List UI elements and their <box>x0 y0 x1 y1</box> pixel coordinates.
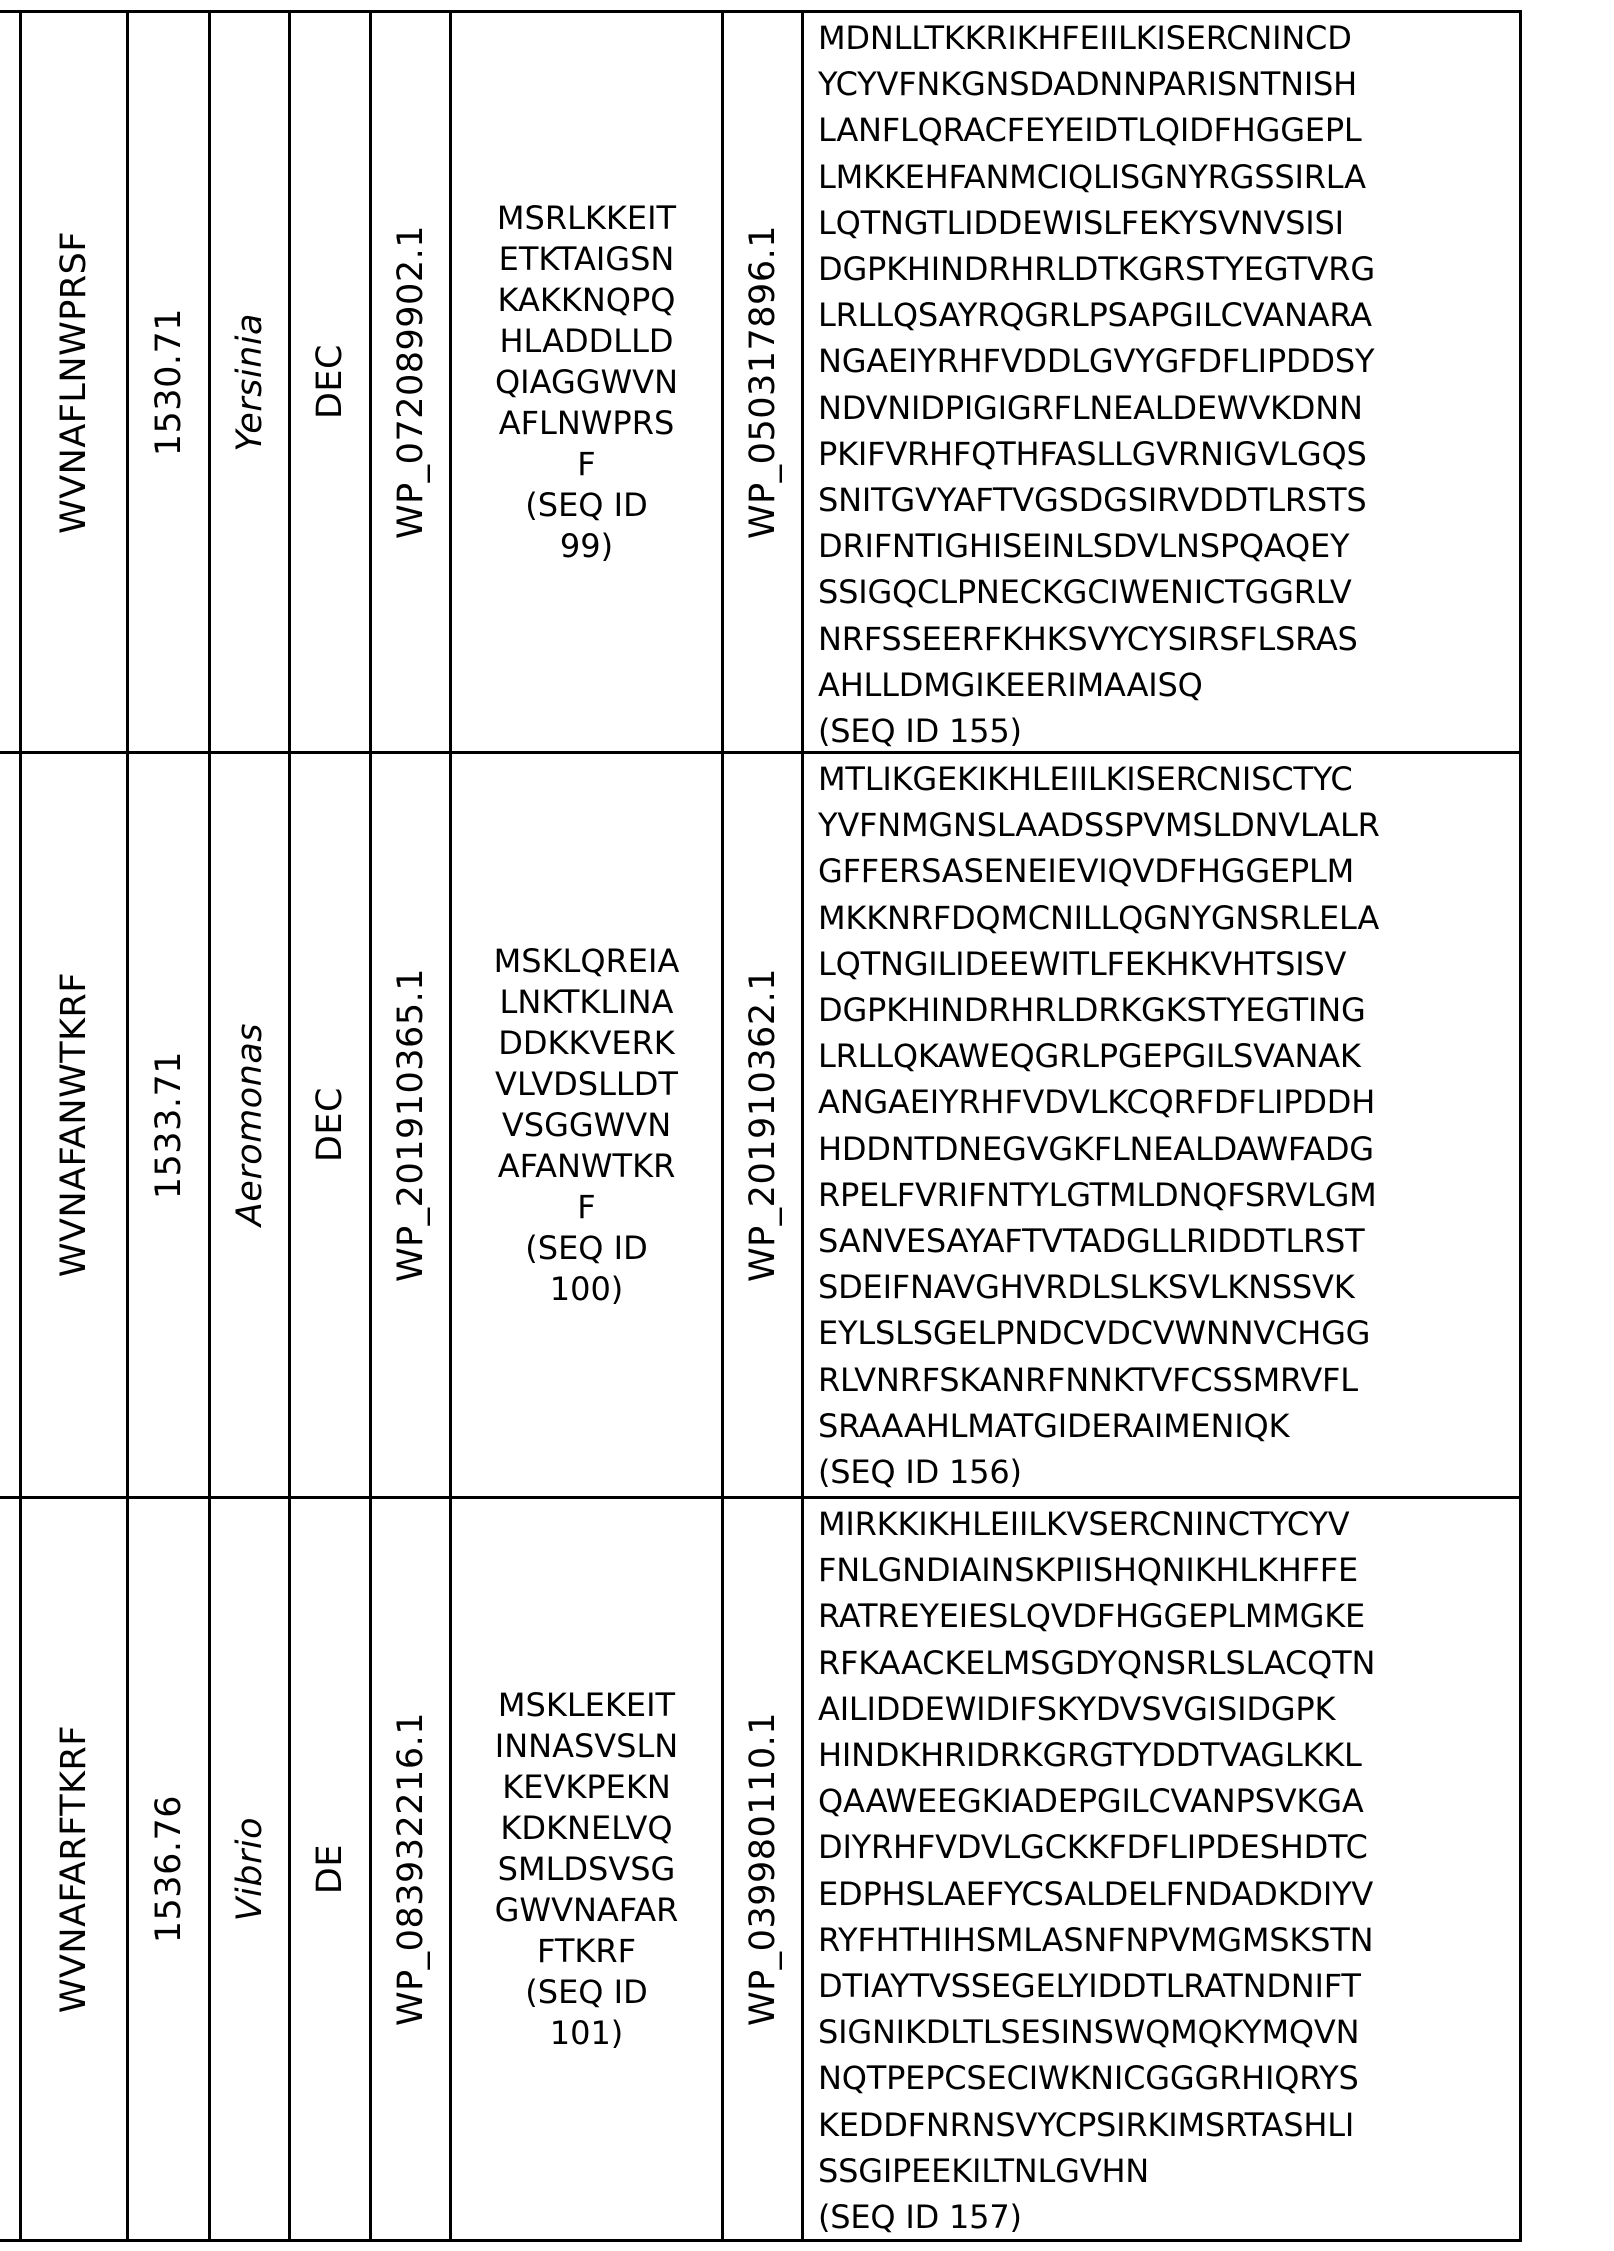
sequence-line: YCYVFNKGNSDADNNPARISNTNISH <box>818 61 1357 107</box>
precursor-accession-text: WP_072089902.1 <box>391 225 431 539</box>
sequence-line: NRFSSEERFKHKSVYCYSIRSFLSRAS <box>818 616 1358 662</box>
sequence-line: QAAWEEGKIADEPGILCVANPSVKGA <box>818 1778 1364 1824</box>
precursor-sequence-cell <box>452 13 721 751</box>
mass-text: 1530.71 <box>149 308 189 456</box>
precursor-accession-cell <box>372 13 449 751</box>
sequence-line: QIAGGWVN <box>495 362 678 403</box>
sequence-line: HLADDLLD <box>499 321 673 362</box>
sequence-line: 99) <box>560 526 613 567</box>
sequence-line: VSGGWVN <box>502 1105 671 1146</box>
sequence-line: DTIAYTVSSEGELYIDDTLRATNDNIFT <box>818 1963 1361 2009</box>
sequence-line: NDVNIDPIGIGRFLNEALDEWVKDNN <box>818 385 1363 431</box>
sequence-line: RYFHTHIHSMLASNFNPVMGMSKSTN <box>818 1917 1373 1963</box>
full-accession-text: WP_039980110.1 <box>743 1712 783 2026</box>
class-cell <box>291 13 369 751</box>
peptide-sequence-text: WVNAFARFTKRF <box>54 1725 94 2013</box>
row-divider <box>0 2239 1522 2242</box>
mass-text: 1533.71 <box>149 1051 189 1199</box>
peptide-sequence-cell <box>22 1499 126 2239</box>
sequence-line: INNASVSLN <box>495 1726 678 1767</box>
mass-cell <box>129 13 208 751</box>
sequence-line: SSIGQCLPNECKGCIWENICTGGRLV <box>818 569 1352 615</box>
class-text: DEC <box>310 344 350 419</box>
sequence-line: MSKLQREIA <box>494 941 680 982</box>
sequence-line: RATREYEIESLQVDFHGGEPLMMGKE <box>818 1593 1365 1639</box>
sequence-line: NQTPEPCSECIWKNICGGGRHIQRYS <box>818 2055 1359 2101</box>
sequence-line: AFANWTKR <box>498 1146 676 1187</box>
sequence-line: KEDDFNRNSVYCPSIRKIMSRTASHLI <box>818 2102 1354 2148</box>
sequence-line: MDNLLTKKRIKHFEIILKISERCNINCD <box>818 15 1352 61</box>
full-sequence-cell <box>804 1499 1519 2239</box>
sequence-line: DGPKHINDRHRLDRKGKSTYEGTING <box>818 987 1366 1033</box>
sequence-line: SDEIFNAVGHVRDLSLKSVLKNSSVK <box>818 1264 1355 1310</box>
sequence-line: KEVKPEKN <box>502 1767 671 1808</box>
precursor-accession-cell <box>372 754 449 1496</box>
sequence-line: LNKTKLINA <box>500 982 674 1023</box>
sequence-line: SSGIPEEKILTNLGVHN <box>818 2148 1149 2194</box>
full-sequence-cell <box>804 754 1519 1496</box>
class-cell <box>291 1499 369 2239</box>
precursor-accession-cell <box>372 1499 449 2239</box>
sequence-line: (SEQ ID 157) <box>818 2194 1022 2239</box>
peptide-sequence-cell <box>22 754 126 1496</box>
precursor-accession-text: WP_201910365.1 <box>391 968 431 1282</box>
sequence-line: FNLGNDIAINSKPIISHQNIKHLKHFFE <box>818 1547 1358 1593</box>
sequence-line: LQTNGILIDEEWITLFEKHKVHTSISV <box>818 941 1346 987</box>
sequence-line: AHLLDMGIKEERIMAAISQ <box>818 662 1203 708</box>
full-sequence-cell <box>804 13 1519 751</box>
sequence-line: 101) <box>550 2013 624 2054</box>
genus-cell <box>211 1499 288 2239</box>
sequence-line: RLVNRFSKANRFNNKTVFCSSMRVFL <box>818 1357 1358 1403</box>
sequence-line: KAKKNQPQ <box>498 280 676 321</box>
sequence-line: (SEQ ID <box>525 1972 647 2013</box>
genus-text: Aeromonas <box>230 1023 270 1226</box>
sequence-line: KDKNELVQ <box>500 1808 672 1849</box>
full-accession-cell <box>724 754 801 1496</box>
full-accession-cell <box>724 13 801 751</box>
mass-cell <box>129 1499 208 2239</box>
sequence-line: MSRLKKEIT <box>497 198 676 239</box>
sequence-line: DIYRHFVDVLGCKKFDFLIPDESHDTC <box>818 1824 1368 1870</box>
sequence-line: AFLNWPRS <box>499 403 675 444</box>
sequence-line: DRIFNTIGHISEINLSDVLNSPQAQEY <box>818 523 1349 569</box>
class-cell <box>291 754 369 1496</box>
sequence-line: 100) <box>550 1269 624 1310</box>
sequence-line: LRLLQSAYRQGRLPSAPGILCVANARA <box>818 292 1372 338</box>
sequence-line: SANVESAYAFTVTADGLLRIDDTLRST <box>818 1218 1364 1264</box>
sequence-line: GWVNAFAR <box>495 1890 679 1931</box>
peptide-sequence-cell <box>22 13 126 751</box>
sequence-line: NGAEIYRHFVDDLGVYGFDFLIPDDSY <box>818 338 1374 384</box>
genus-cell <box>211 754 288 1496</box>
sequence-line: DDKKVERK <box>498 1023 675 1064</box>
sequence-line: (SEQ ID 156) <box>818 1449 1022 1495</box>
sequence-line: F <box>577 444 595 485</box>
sequence-line: RFKAACKELMSGDYQNSRLSLACQTN <box>818 1640 1375 1686</box>
sequence-line: MSKLEKEIT <box>498 1685 675 1726</box>
full-accession-text: WP_050317896.1 <box>743 225 783 539</box>
sequence-line: HDDNTDNEGVGKFLNEALDAWFADG <box>818 1126 1374 1172</box>
precursor-sequence-cell <box>452 1499 721 2239</box>
sequence-line: EYLSLSGELPNDCVDCVWNNVCHGG <box>818 1310 1370 1356</box>
sequence-line: MIRKKIKHLEIILKVSERCNINCTYCYV <box>818 1501 1350 1547</box>
peptide-sequence-text: WVNAFANWTKRF <box>54 972 94 1277</box>
sequence-line: SNITGVYAFTVGSDGSIRVDDTLRSTS <box>818 477 1367 523</box>
genus-cell <box>211 13 288 751</box>
sequence-line: LANFLQRACFEYEIDTLQIDFHGGEPL <box>818 107 1362 153</box>
class-text: DE <box>310 1844 350 1894</box>
sequence-line: MKKNRFDQMCNILLQGNYGNSRLELA <box>818 895 1379 941</box>
peptide-sequence-text: WVNAFLNWPRSF <box>54 231 94 534</box>
sequence-line: F <box>577 1187 595 1228</box>
sequence-line: SIGNIKDLTLSESINSWQMQKYMQVN <box>818 2009 1359 2055</box>
mass-cell <box>129 754 208 1496</box>
sequence-line: PKIFVRHFQTHFASLLGVRNIGVLGQS <box>818 431 1367 477</box>
sequence-line: HINDKHRIDRKGRGTYDDTVAGLKKL <box>818 1732 1362 1778</box>
sequence-line: ETKTAIGSN <box>499 239 675 280</box>
sequence-line: (SEQ ID <box>525 1228 647 1269</box>
sequence-line: VLVDSLLDT <box>495 1064 678 1105</box>
full-accession-text: WP_201910362.1 <box>743 968 783 1282</box>
sequence-line: YVFNMGNSLAADSSPVMSLDNVLALR <box>818 802 1380 848</box>
sequence-line: ANGAEIYRHFVDVLKCQRFDFLIPDDH <box>818 1079 1375 1125</box>
sequence-line: DGPKHINDRHRLDTKGRSTYEGTVRG <box>818 246 1375 292</box>
column-divider <box>1519 11 1522 2241</box>
genus-text: Vibrio <box>230 1817 270 1921</box>
sequence-line: GFFERSASENEIEVIQVDFHGGEPLM <box>818 848 1354 894</box>
sequence-line: SMLDSVSG <box>498 1849 676 1890</box>
mass-text: 1536.76 <box>149 1795 189 1943</box>
sequence-line: LRLLQKAWEQGRLPGEPGILSVANAK <box>818 1033 1361 1079</box>
class-text: DEC <box>310 1087 350 1162</box>
sequence-line: FTKRF <box>537 1931 636 1972</box>
sequence-line: MTLIKGEKIKHLEIILKISERCNISCTYC <box>818 756 1353 802</box>
sequence-line: EDPHSLAEFYCSALDELFNDADKDIYV <box>818 1871 1373 1917</box>
sequence-line: LMKKEHFANMCIQLISGNYRGSSIRLA <box>818 154 1366 200</box>
full-accession-cell <box>724 1499 801 2239</box>
sequence-line: SRAAAHLMATGIDERAIMENIQK <box>818 1403 1289 1449</box>
sequence-line: RPELFVRIFNTYLGTMLDNQFSRVLGM <box>818 1172 1377 1218</box>
precursor-sequence-cell <box>452 754 721 1496</box>
sequence-line: AILIDDEWIDIFSKYDVSVGISIDGPK <box>818 1686 1335 1732</box>
precursor-accession-text: WP_083932216.1 <box>391 1712 431 2026</box>
sequence-line: (SEQ ID 155) <box>818 708 1022 751</box>
sequence-line: LQTNGTLIDDEWISLFEKYSVNVSISI <box>818 200 1344 246</box>
genus-text: Yersinia <box>230 313 270 452</box>
sequence-line: (SEQ ID <box>525 485 647 526</box>
